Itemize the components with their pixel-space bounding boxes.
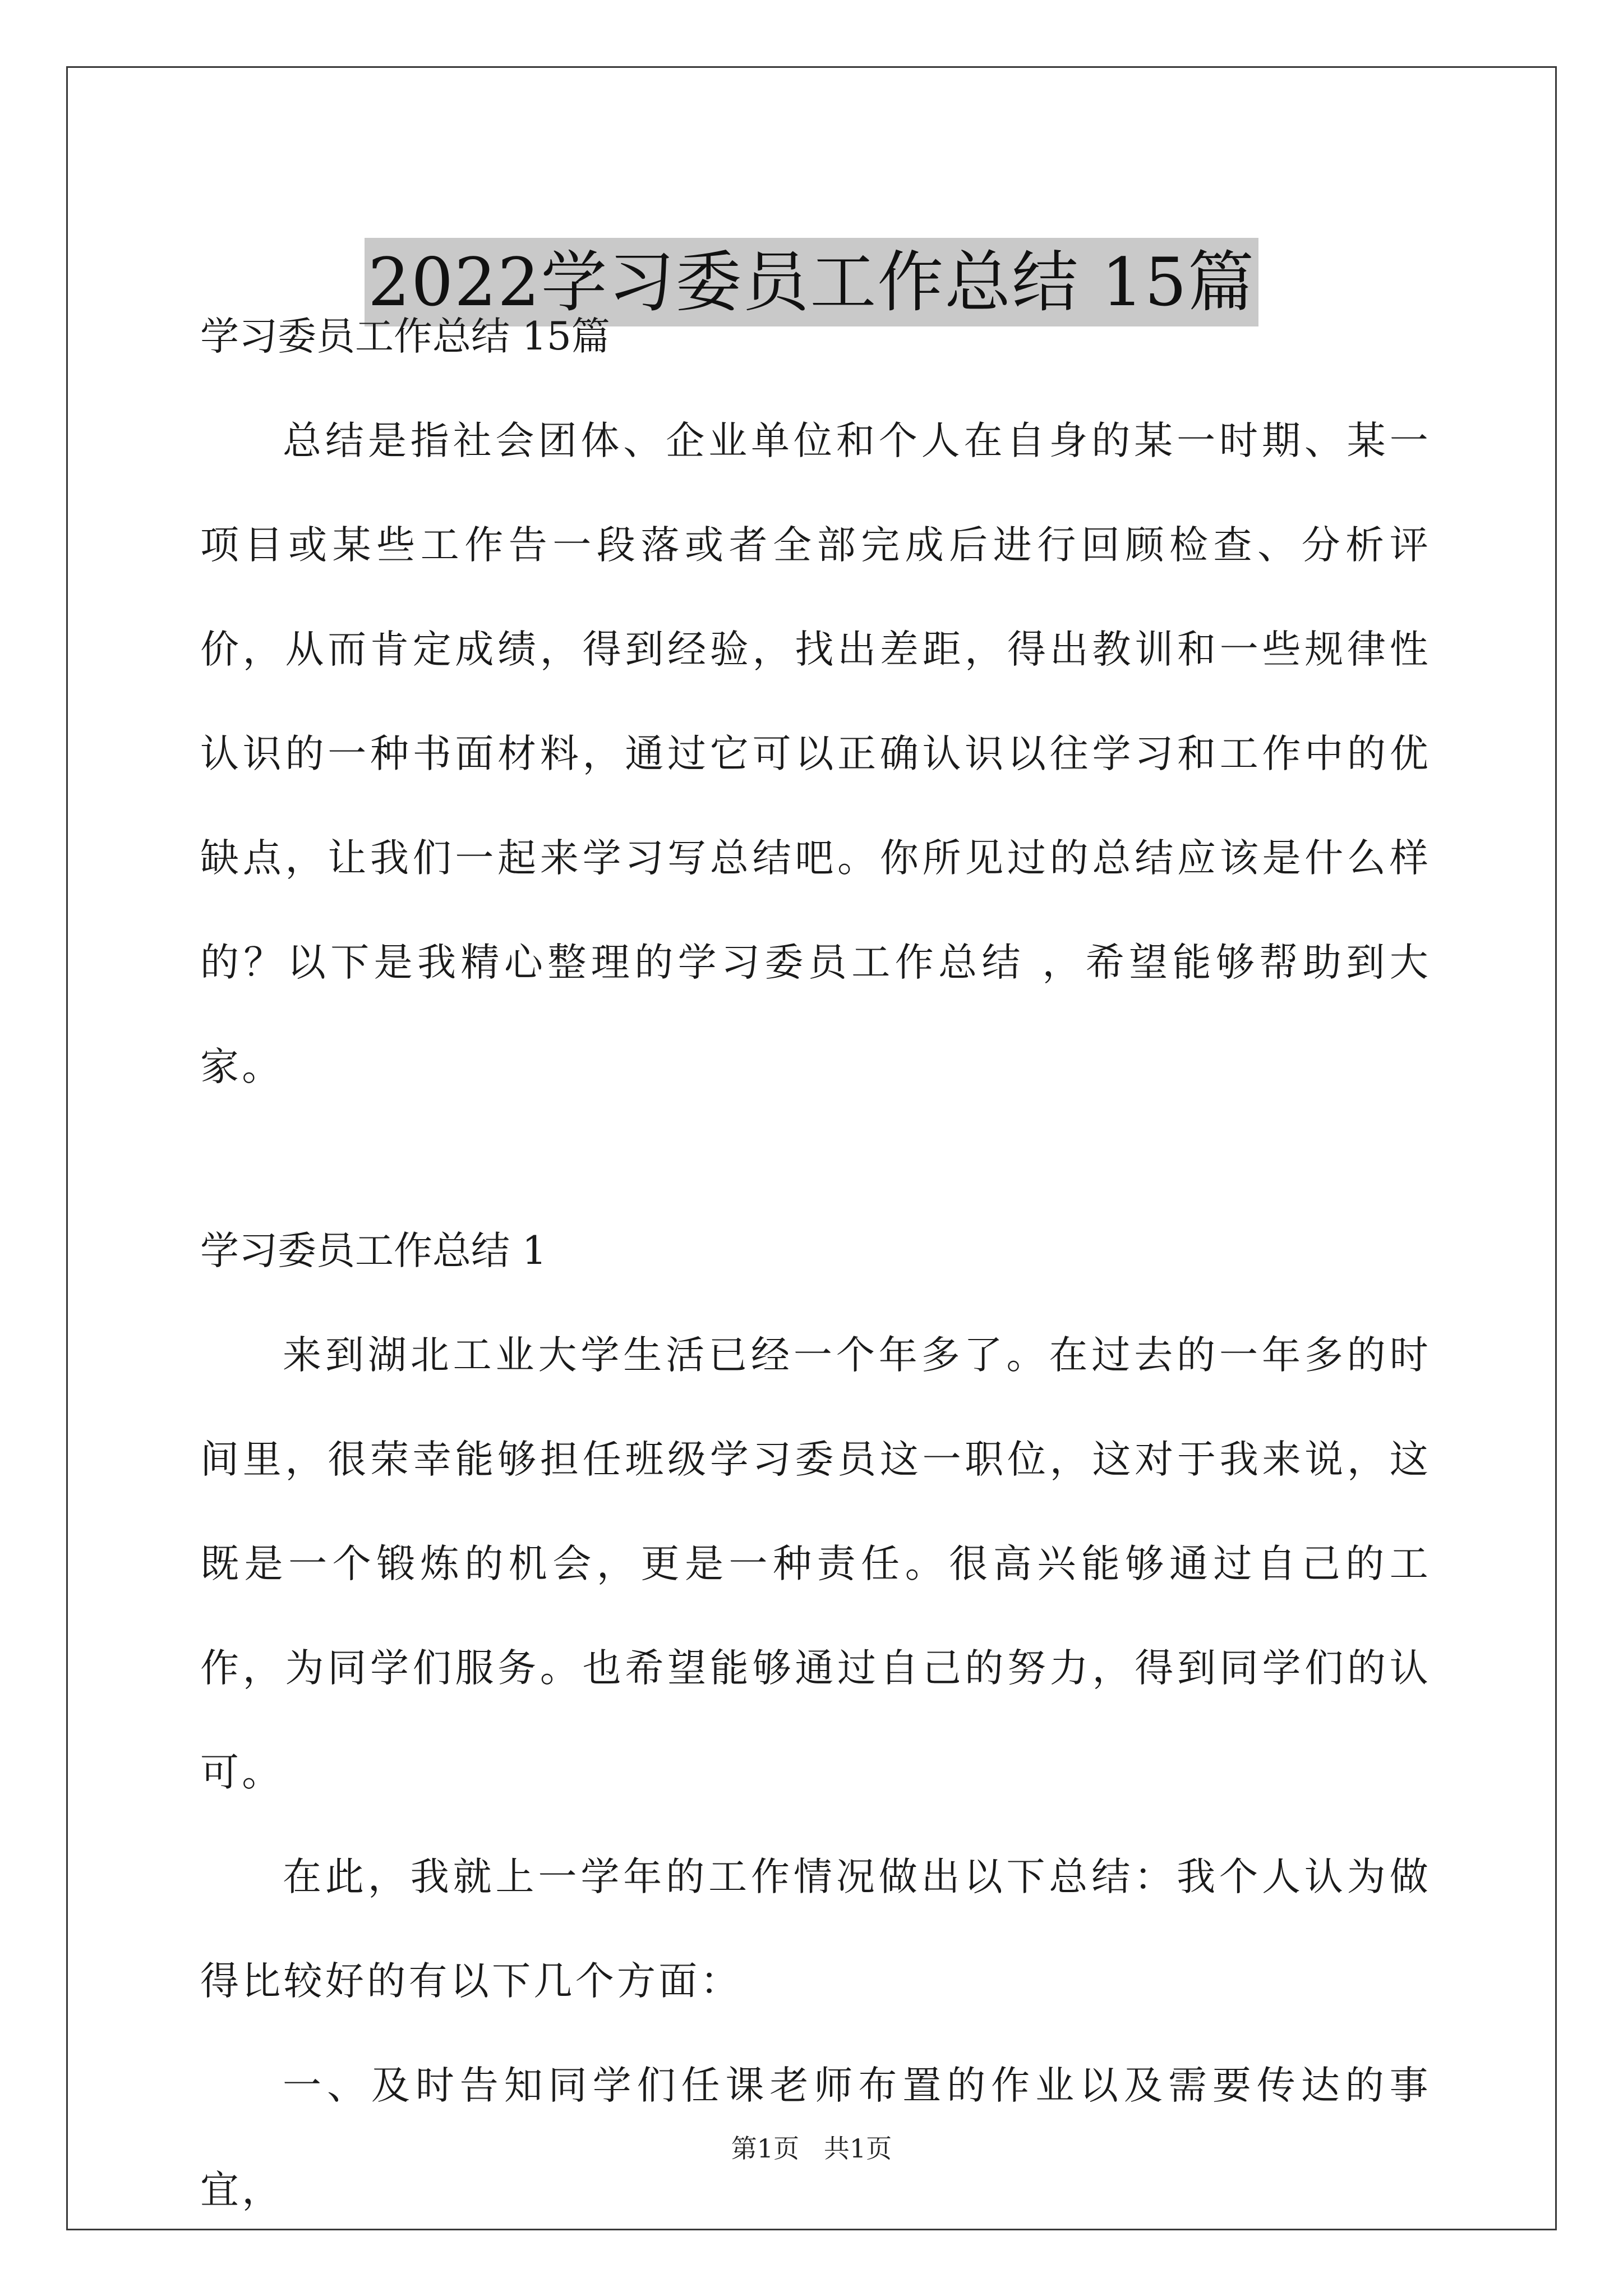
body-paragraph: 来到湖北工业大学生活已经一个年多了。在过去的一年多的时间里，很荣幸能够担任班级学习委员这一职位，这对于我来说，这既是一个锻炼的机会，更是一种责任。很高兴能够通过自己的工作，为同学们服务。也希望能够通过自己的努力，得到同学们的认可。 [200, 1333, 1431, 1795]
body-paragraph: 一、及时告知同学们任课老师布置的作业以及需要传达的事宜， [200, 2063, 1431, 2212]
intro-paragraph: 总结是指社会团体、企业单位和个人在自身的某一时期、某一项目或某些工作告一段落或者全部完成后进行回顾检查、分析评价，从而肯定成绩，得到经验，找出差距，得出教训和一些规律性认识的一种书面材料，通过它可以正确认识以往学习和工作中的优缺点，让我们一起来学习写总结吧。你所见过的总结应该是什么样的？以下是我精心整理的学习委员工作总结 ，希望能够帮助到大家。 [200, 418, 1431, 1089]
document-subtitle: 学习委员工作总结 15篇 [200, 314, 610, 359]
page-footer: 第1页 共1页 [731, 2133, 892, 2164]
document-title: 2022学习委员工作总结 15篇 [365, 238, 1258, 326]
document-body [200, 300, 1431, 2242]
section-heading: 学习委员工作总结 1 [200, 1228, 547, 1273]
body-paragraph: 在此，我就上一学年的工作情况做出以下总结：我个人认为做得比较好的有以下几个方面： [200, 1855, 1431, 2004]
